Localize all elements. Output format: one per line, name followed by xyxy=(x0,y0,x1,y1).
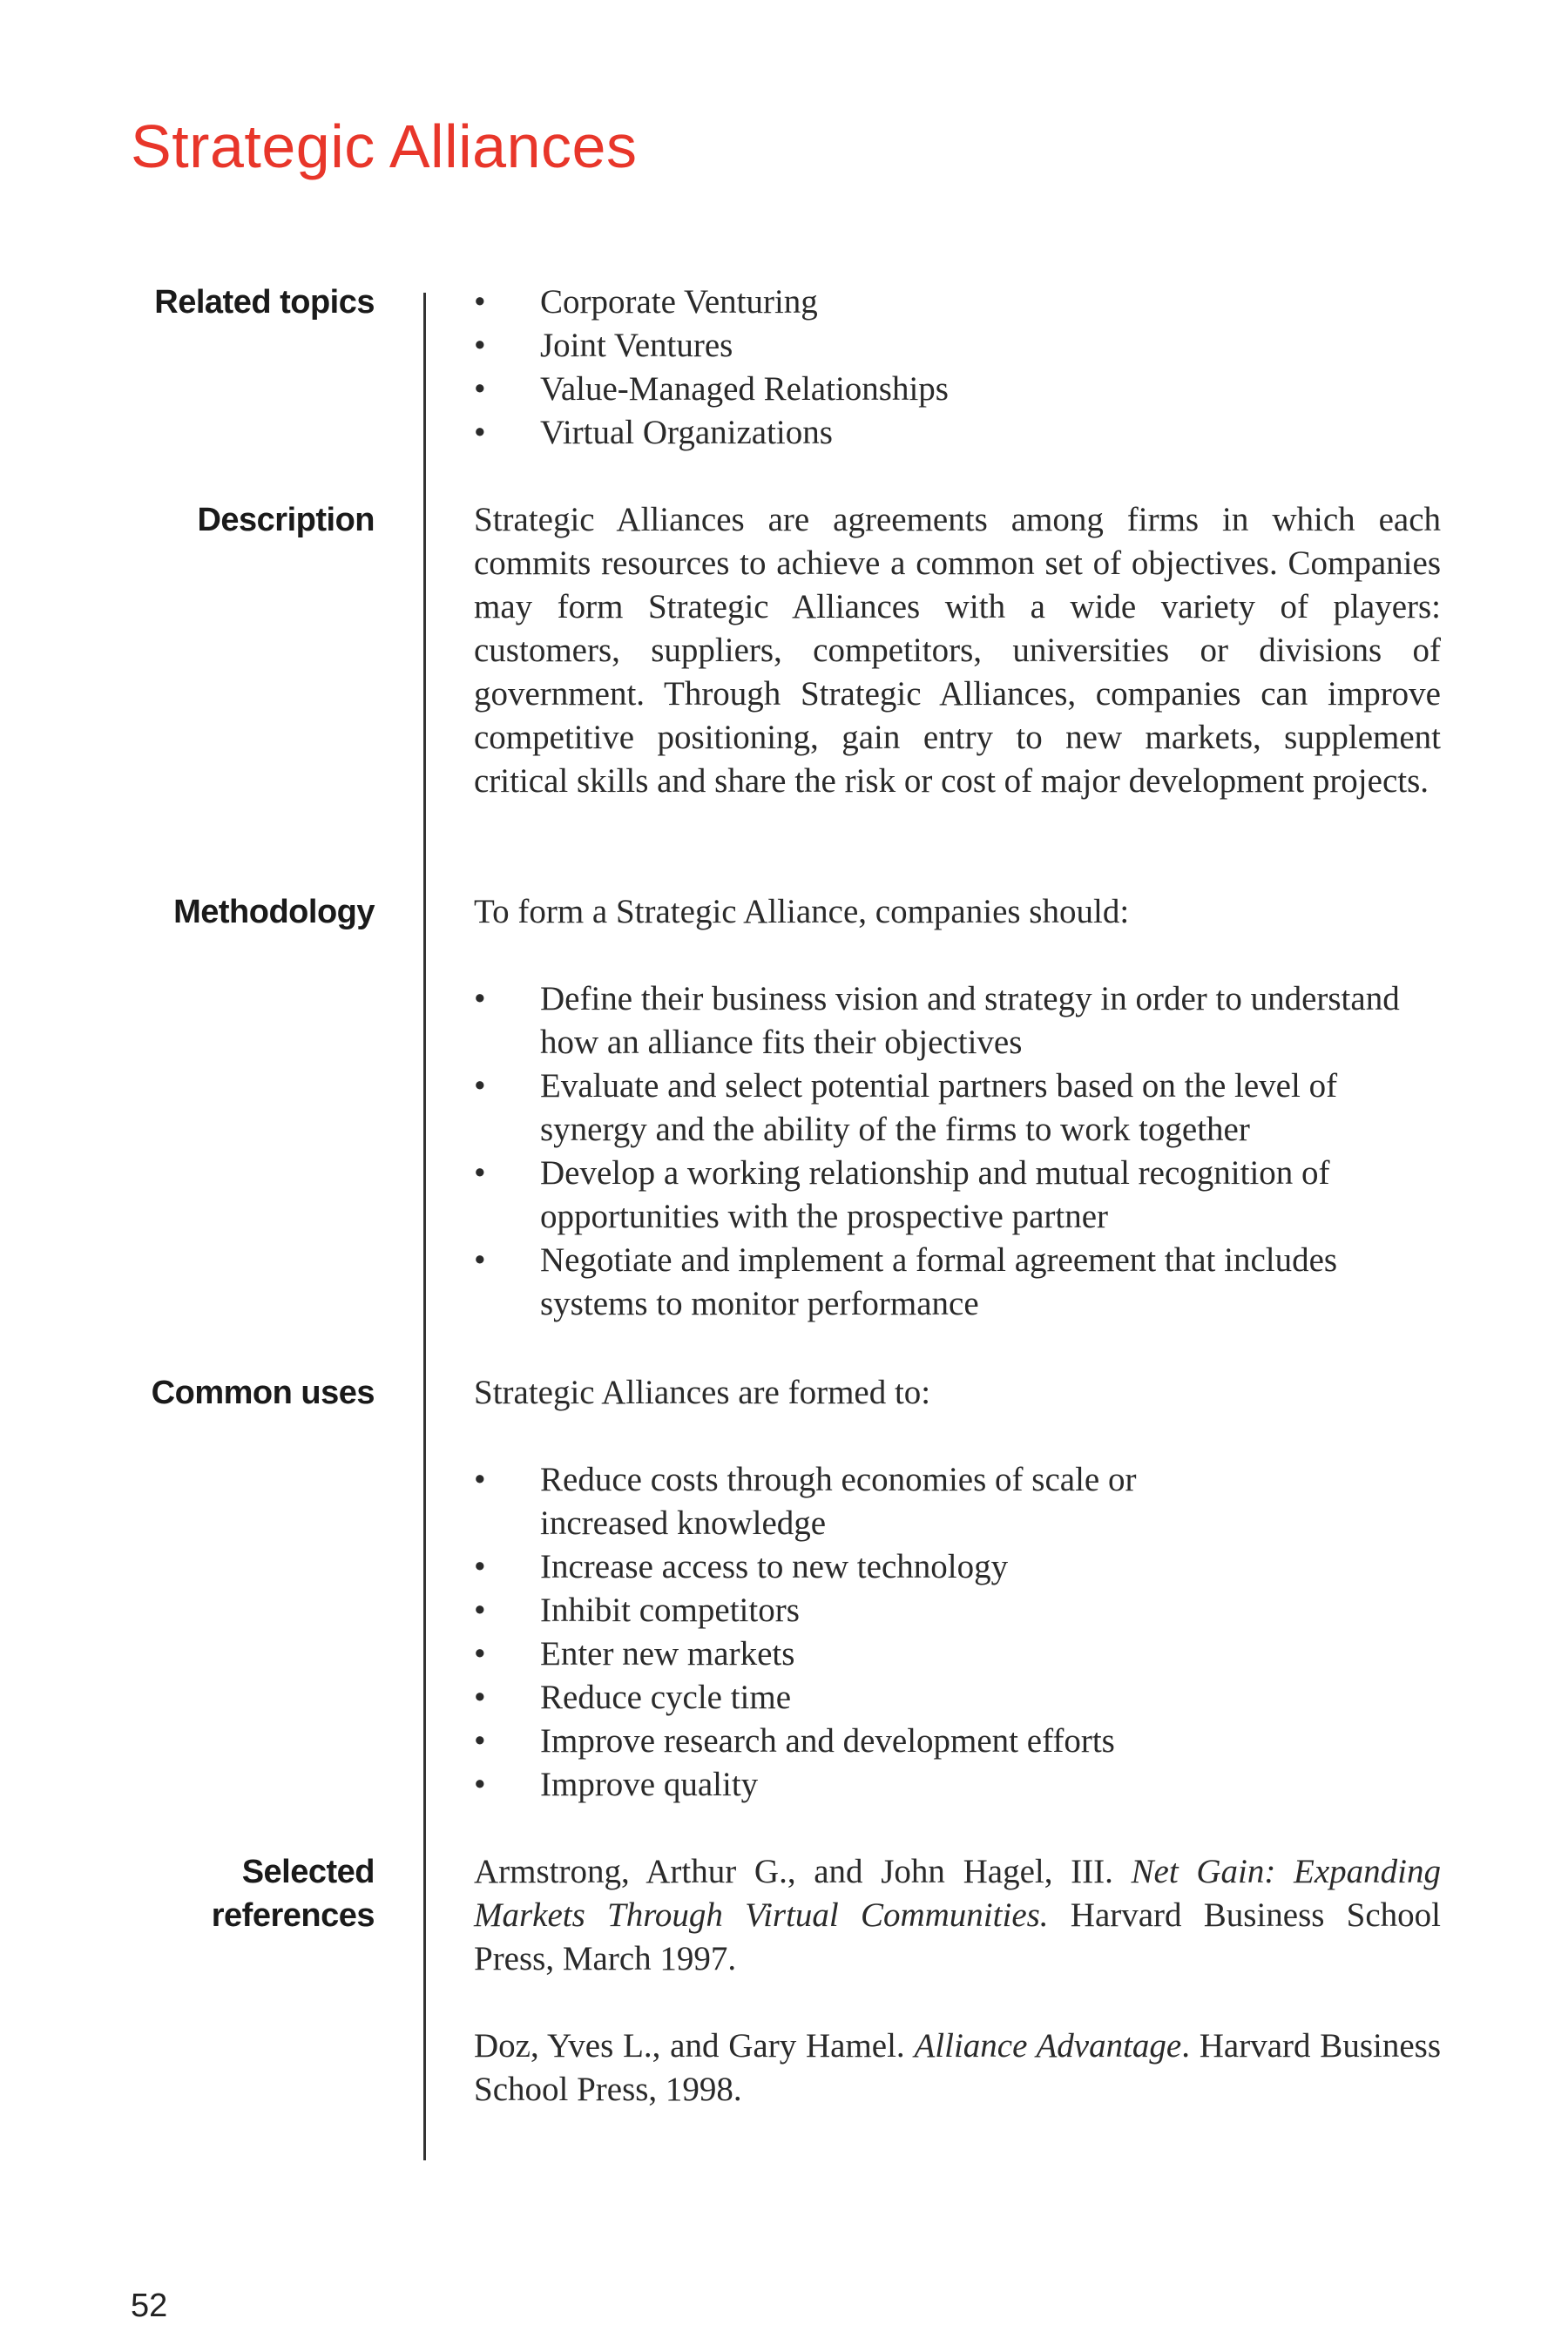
bullet-icon: • xyxy=(474,1766,486,1803)
list-item: • Develop a working relationship and mutual recognition of opportunities with the prospective partner xyxy=(474,1152,1441,1239)
bullet-icon: • xyxy=(474,1592,486,1629)
common-uses-label: Common uses xyxy=(151,1375,375,1411)
references-section xyxy=(474,1850,1441,2155)
list-item: • Corporate Venturing xyxy=(474,280,1441,324)
page-number: 52 xyxy=(131,2288,168,2324)
bullet-icon: • xyxy=(474,327,486,364)
list-item: • Improve research and development efforts xyxy=(474,1720,1171,1763)
reference-item: Doz, Yves L., and Gary Hamel. Alliance Advantage. Harvard Business School Press, 1998. xyxy=(474,2027,1441,2108)
common-uses-list xyxy=(474,1458,1171,1807)
description-section xyxy=(474,498,1441,803)
list-item: • Negotiate and implement a formal agreement that includes systems to monitor performance xyxy=(474,1239,1441,1326)
list-item: • Enter new markets xyxy=(474,1632,1171,1676)
common-uses-intro: Strategic Alliances are formed to: xyxy=(474,1374,931,1411)
bullet-icon: • xyxy=(474,414,486,451)
methodology-section xyxy=(474,890,1441,1326)
description-text: Strategic Alliances are agreements among firms in which each commits resources to achieve a common set of objectives. Companies may form Strategic Alliances with a wide variety of players: customers, suppliers, competitors, universities or divisions of government. Through Strategic Alliances, companies can improve competitive positioning, gain entry to new markets, supplement critical skills and share the risk or cost of major development projects. xyxy=(474,501,1441,800)
vertical-divider xyxy=(423,293,426,2160)
bullet-icon: • xyxy=(474,1635,486,1673)
bullet-icon: • xyxy=(474,1679,486,1716)
list-item: • Define their business vision and strategy in order to understand how an alliance fits their objectives xyxy=(474,977,1441,1064)
common-uses-section xyxy=(474,1371,1441,1807)
list-item: • Improve quality xyxy=(474,1763,1171,1807)
list-item: • Virtual Organizations xyxy=(474,411,1441,455)
list-item: • Reduce costs through economies of scale or increased knowledge xyxy=(474,1458,1171,1545)
list-item: • Inhibit competitors xyxy=(474,1589,1171,1632)
bullet-icon: • xyxy=(474,1722,486,1760)
list-item: • Increase access to new technology xyxy=(474,1545,1171,1589)
list-item: • Joint Ventures xyxy=(474,324,1441,368)
list-item: • Evaluate and select potential partners based on the level of synergy and the ability of the firms to work together xyxy=(474,1064,1441,1152)
list-item: • Reduce cycle time xyxy=(474,1676,1171,1720)
methodology-label: Methodology xyxy=(173,894,375,930)
bullet-icon: • xyxy=(474,1154,486,1192)
methodology-list xyxy=(474,977,1441,1326)
bullet-icon: • xyxy=(474,1067,486,1105)
reference-item: Armstrong, Arthur G., and John Hagel, III. Net Gain: Expanding Markets Through Virtual Communities. Harvard Business School Press, March 1997. xyxy=(474,1853,1441,1977)
bullet-icon: • xyxy=(474,1241,486,1279)
page-title: Strategic Alliances xyxy=(131,112,638,180)
list-item: • Value-Managed Relationships xyxy=(474,368,1441,411)
methodology-intro: To form a Strategic Alliance, companies should: xyxy=(474,893,1130,930)
related-topics-label: Related topics xyxy=(154,284,375,321)
related-topics-list xyxy=(474,280,1441,455)
bullet-icon: • xyxy=(474,980,486,1017)
bullet-icon: • xyxy=(474,1548,486,1585)
related-topics-section xyxy=(474,280,1441,455)
bullet-icon: • xyxy=(474,283,486,321)
bullet-icon: • xyxy=(474,1461,486,1498)
description-label: Description xyxy=(197,502,375,538)
reference-title: Net Gain: Expanding Markets Through Virtual Communities. xyxy=(474,1853,1441,1934)
references-label: Selected references xyxy=(211,1854,375,1934)
bullet-icon: • xyxy=(474,370,486,408)
reference-title: Alliance Advantage xyxy=(914,2027,1182,2065)
